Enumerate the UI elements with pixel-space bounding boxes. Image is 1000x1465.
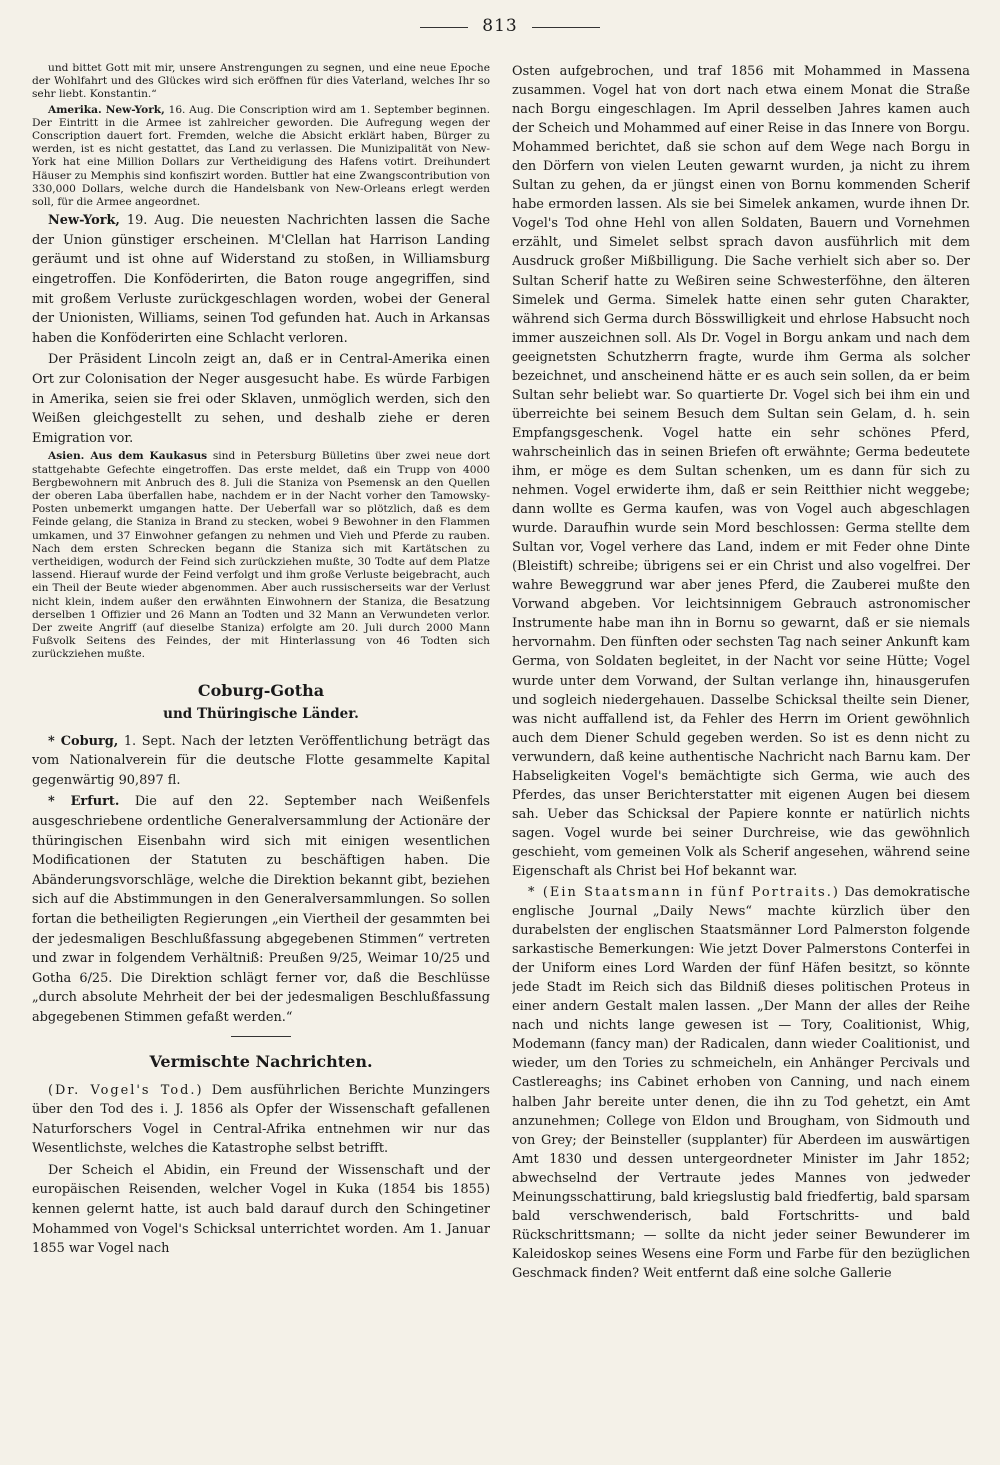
right-column bbox=[512, 62, 970, 1457]
paragraph: * Erfurt. Die auf den 22. September nach Weißenfels ausgeschriebene ordentliche Generalversammlung der Actionäre der thüringischen Eisenbahn wird sich mit einigen wesentlichen Modificationen der Statuten zu beschäftigen haben. Die Abänderungsvorschläge, welche die Direktion bekannt gibt, beziehen sich auf die Abstimmungen in den Generalversammlungen. So sollen fortan die betheiligten Regierungen „ein Viertheil der gesammten bei der jedesmaligen Beschlußfassung abgegebenen Stimmen“ vertreten und zwar in folgendem Verhältniß: Preußen 9/25, Weimar 10/25 und Gotha 6/25. Die Direktion schlägt ferner vor, daß die Beschlüsse „durch absolute Mehrheit der bei der jedesmaligen Beschlußfassung abgegebenen Stimmen gefaßt werden.“ bbox=[32, 794, 490, 1025]
paragraph: * (Ein Staatsmann in fünf Portraits.) Das demokratische englische Journal „Daily News“ machte kürzlich über den durabelsten der englischen Staatsmänner Lord Palmerston folgende sarkastische Bemerkungen: Wie jetzt Dover Palmerstons Conterfei in der Uniform eines Lord Warden der fünf Häfen besitzt, so könnte jede Stadt im Reich sich das Bildniß dieses politischen Proteus in einer andern Gestalt malen lassen. „Der Mann der alles der Reihe nach und nichts lange gewesen ist — Tory, Coalitionist, Whig, Modemann (fancy man) der Radicalen, dann wieder Coalitionist, und wieder, um den Tories zu schmeicheln, ein Anhänger Percivals und Castlereaghs; ins Cabinet erhoben von Canning, und nach einem halben Jahr bereite unter denen, die ihn zu Tod gehetzt, ein Amt anzunehmen; College von Eldon und Brougham, von Sidmouth und von Grey; der Beinsteller (supplanter) für Aberdeen im auswärtigen Amt 1830 und dessen untergeordneter Minister im Jahr 1852; abwechselnd der Vertraute jedes Mannes von jedweder Meinungsschattirung, bald kriegslustig bald friedfertig, bald sparsam bald verschwenderisch, bald Fortschritts- und bald Rückschrittsmann; — sollte da nicht jeder seiner Bewunderer im Kaleidoskop seines Wesens eine Form und Farbe für den bezüglichen Geschmack finden? Weit entfernt daß eine solche Gallerie bbox=[512, 885, 970, 1281]
dateline: Asien. Aus dem Kaukasus bbox=[48, 450, 208, 463]
section-heading: Vermischte Nachrichten. bbox=[149, 1051, 373, 1071]
article-title: * (Ein Staatsmann in fünf Portraits.) bbox=[528, 885, 840, 901]
paragraph: (Dr. Vogel's Tod.) Dem ausführlichen Berichte Munzingers über den Tod des i. J. 1856 als Opfer der Wissenschaft gefallenen Naturforschers Vogel in Central-Afrika entnehmen wir nur das Wesentlichste, welches die Katastrophe selbst betrifft. bbox=[32, 1082, 490, 1157]
text-columns bbox=[32, 62, 970, 1457]
dateline: * Coburg, bbox=[48, 733, 119, 749]
paragraph: * Coburg, 1. Sept. Nach der letzten Veröffentlichung beträgt das vom Nationalverein für die deutsche Flotte gesammelte Kapital gegenwärtig 90,897 fl. bbox=[32, 733, 490, 788]
section-heading: Coburg-Gotha bbox=[197, 680, 325, 700]
paragraph: Amerika. New-York, 16. Aug. Die Conscription wird am 1. September beginnen. Der Eintritt in die Armee ist zahlreicher geworden. Die Aufregung wegen der Conscription dauert fort. Fremden, welche die Absicht erklärt haben, Bürger zu werden, ist es nicht gestattet, das Land zu verlassen. Die Munizipalität von New-York hat eine Million Dollars zur Vertheidigung des Hafens votirt. Dreihundert Häuser zu Memphis sind konfiszirt worden. Buttler hat eine Zwangscontribution von 330,000 Dollars, welche durch die Handelsbank von New-Orleans erlegt werden soll, für die Armee angeordnet. bbox=[32, 103, 490, 209]
page-header bbox=[0, 16, 1000, 36]
left-column bbox=[32, 62, 490, 1457]
paragraph: Osten aufgebrochen, und traf 1856 mit Mohammed in Massena zusammen. Vogel hat von dort nach etwa einem Monat die Straße nach Borgu eingeschlagen. Im April desselben Jahres kamen auch der Scheich und Mohammed auf einer Reise in das Innere von Borgu. Mohammed berichtet, daß sie schon auf dem Wege nach Borgu in den Dörfern von vielen Leuten gewarnt wurden, ja nicht zu ihrem Sultan zu gehen, da er jüngst einen von Bornu kommenden Scherif habe ermorden lassen. Als sie bei Simelek ankamen, wurde ihnen Dr. Vogel's Tod ohne Hehl von allen Soldaten, Bauern und Vornehmen erzählt, und Simelet selbst sprach davon ausführlich mit dem Ausdruck großer Mißbilligung. Die Sache verhielt sich aber so. Der Sultan Scherif hatte zu Weßiren seine Schwesterföhne, den älteren Simelek und Germa. Simelek hatte einen sehr guten Charakter, während sich Germa durch Bösswilligkeit und ehrlose Habsucht noch immer auszeichnen soll. Als Dr. Vogel in Borgu ankam und nach dem geeignetsten Schutzherrn fragte, wurde ihm Germa als solcher bezeichnet, und anscheinend hätte er es auch sein sollen, da er beim Sultan sehr beliebt war. So quartierte Dr. Vogel sich bei ihm ein und überreichte bei seinem Besuch dem Sultan sein Gelam, d. h. sein Empfangsgeschenk. Vogel hatte ein sehr schönes Pferd, wahrscheinlich das in seinen Briefen oft erwähnte; Germa bedeutete ihm, er möge es dem Sultan schenken, um es dann für sich zu nehmen. Vogel erwiderte ihm, daß er sein Reitthier nicht weggebe; dann wollte es Germa kaufen, was von Vogel auch abgeschlagen wurde. Daraufhin wurde sein Mord beschlossen: Germa stellte dem Sultan vor, Vogel verhere das Land, indem er mit Feder ohne Dinte (Bleistift) schreibe; übrigens sei er ein Christ und also vogelfrei. Der wahre Beweggrund war aber jenes Pferd, die Zauberei mußte den Vorwand abgeben. Vor leichtsinnigem Gebrauch astronomischer Instrumente habe man ihn in Bornu so gewarnt, daß er sie niemals hervornahm. Den fünften oder sechsten Tag nach seiner Ankunft kam Germa, von Soldaten begleitet, in der Nacht vor seine Hütte; Vogel wurde unter dem Vorwand, der Sultan verlange ihn, hinausgerufen und sogleich niedergehauen. Dasselbe Schicksal theilte sein Diener, was nicht auffallend ist, da Fehler des Herrn im Orient gewöhnlich auch dem Diener Schuld gegeben werden. So ist es denn nicht zu verwundern, daß keine authentische Nachricht nach Barnu kam. Der Habseligkeiten Vogel's bemächtigte sich Germa, wie auch des Pferdes, das unser Berichterstatter mit eigenen Augen bei diesem sah. Ueber das Schicksal der Papiere konnte er natürlich nichts sagen. Vogel wurde bei seiner Durchreise, wie das gewöhnlich geschieht, vom gemeinen Volk als Scherif angesehen, während seine Eigenschaft als Christ bei Hof bekannt war. bbox=[512, 64, 970, 879]
dateline: New-York, bbox=[48, 213, 120, 229]
paragraph: Der Scheich el Abidin, ein Freund der Wissenschaft und der europäischen Reisenden, welcher Vogel in Kuka (1854 bis 1855) kennen gelernt hatte, ist auch bald darauf durch den Schingetiner Mohammed von Vogel's Schicksal unterrichtet worden. Am 1. Januar 1855 war Vogel nach bbox=[32, 1162, 490, 1257]
section-subheading: und Thüringische Länder. bbox=[163, 705, 359, 722]
page-number: 813 bbox=[468, 16, 531, 36]
dateline: Amerika. New-York, bbox=[48, 103, 165, 116]
article-title: (Dr. Vogel's Tod.) bbox=[48, 1082, 204, 1098]
paragraph: New-York, 19. Aug. Die neuesten Nachrichten lassen die Sache der Union günstiger erscheinen. M'Clellan hat Harrison Landing geräumt und ist ohne auf Widerstand zu stoßen, in Williamsburg eingetroffen. Die Konföderirten, die Baton rouge angegriffen, sind mit großem Verluste zurückgeschlagen worden, wobei der General der Unionisten, Williams, seinen Tod gefunden hat. Auch in Arkansas haben die Konföderirten eine Schlacht verloren. bbox=[32, 213, 490, 346]
dateline: * Erfurt. bbox=[48, 794, 120, 810]
paragraph: Asien. Aus dem Kaukasus sind in Petersburg Bülletins über zwei neue dort stattgehabte Gefechte eingetroffen. Das erste meldet, daß ein Trupp von 4000 Bergbewohnern mit Anbruch des 8. Juli die Staniza von Psemensk an den Quellen der oberen Laba überfallen habe, nachdem er in der Nacht vorher den Tamowsky-Posten unbemerkt umgangen hatte. Der Ueberfall war so plötzlich, daß es dem Feinde gelang, die Staniza in Brand zu stecken, wobei 9 Bewohner in den Flammen umkamen, und 37 Einwohner gefangen zu nehmen und Vieh und Pferde zu rauben. Nach dem ersten Schrecken begann die Staniza sich mit Kartätschen zu vertheidigen, wodurch der Feind sich zurückziehen mußte, 30 Todte auf dem Platze lassend. Hierauf wurde der Feind verfolgt und ihm große Verluste beigebracht, auch ein Theil der Beute wieder abgenommen. Aber auch russischerseits war der Verlust nicht klein, indem außer den erwähnten Einwohnern der Staniza, die Besatzung derselben 1 Offizier und 26 Mann an Todten und 32 Mann an Verwundeten verlor. Der zweite Angriff (auf dieselbe Staniza) erfolgte am 20. Juli durch 2000 Mann Fußvolk Seitens des Feindes, der mit Hinterlassung von 46 Todten sich zurückziehen mußte. bbox=[32, 450, 490, 661]
section-divider bbox=[231, 1036, 291, 1037]
paragraph: und bittet Gott mit mir, unsere Anstrengungen zu segnen, und eine neue Epoche der Wohlfahrt und des Glückes wird sich eröffnen für dies Vaterland, welches Ihr so sehr liebt. Konstantin.“ bbox=[32, 62, 490, 101]
paragraph: Der Präsident Lincoln zeigt an, daß er in Central-Amerika einen Ort zur Colonisation der Neger ausgesucht habe. Es würde Farbigen in Amerika, seien sie frei oder Sklaven, unmöglich werden, sich den Weißen gleichgestellt zu sehen, und deshalb ziehe er deren Emigration vor. bbox=[32, 352, 490, 446]
